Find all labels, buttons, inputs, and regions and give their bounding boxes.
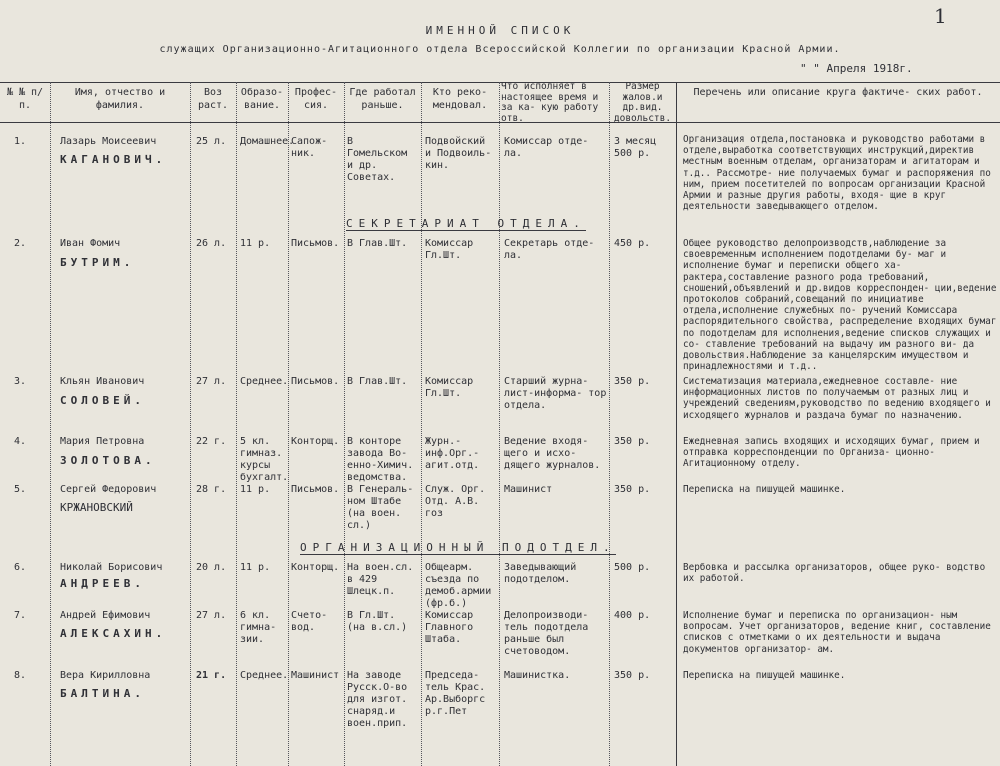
current-role: Делопроизводи- тель подотдела раньше был счетоводом.	[504, 610, 589, 657]
header-current-role: Что исполняет в настоящее время и за ка- кую работу отв.	[501, 81, 599, 124]
current-role: Машинист	[504, 484, 553, 495]
column-divider	[288, 82, 289, 766]
row-number: 5.	[14, 484, 27, 495]
column-divider	[344, 82, 345, 766]
person-name: Николай Борисович	[60, 562, 163, 573]
previous-work: В Гомельском и др. Советах.	[347, 136, 408, 183]
person-surname: БУТРИМ.	[60, 256, 135, 269]
header-duties: Перечень или описание круга фактиче- ских работ.	[693, 87, 983, 98]
current-role: Машинистка.	[504, 670, 571, 681]
profession: Письмов.	[291, 238, 340, 249]
header-name: Имя, отчество и фамилия.	[74, 87, 166, 111]
header-education: Образо- вание.	[240, 87, 284, 111]
document-title: ИМЕННОЙ СПИСОК	[425, 24, 575, 37]
current-role: Старший журна- лист-информа- тор отдела.	[504, 376, 607, 411]
age: 20 л.	[196, 562, 227, 573]
duties-description: Вербовка и рассылка организаторов, общее руко- водство их работой.	[683, 562, 986, 585]
salary: 3 месяц 500 р.	[614, 136, 657, 159]
row-number: 3.	[14, 376, 27, 387]
person-name: Кльян Иванович	[60, 376, 145, 387]
salary: 400 р.	[614, 610, 651, 621]
duties-description: Исполнение бумаг и переписка по организацион- ным вопросам. Учет организаторов, ведение книг, составление списков с отметками о их деятельности и выдача документов организатор- ам.	[683, 610, 991, 655]
profession: Машинист	[291, 670, 340, 681]
previous-work: В Генераль- ном Штабе (на воен. сл.)	[347, 484, 414, 531]
salary: 350 р.	[614, 670, 651, 681]
previous-work: На заводе Русск.О-во для изгот. снаряд.и воен.прип.	[347, 670, 408, 729]
person-surname: БАЛТИНА.	[60, 687, 145, 700]
age: 27 л.	[196, 376, 227, 387]
column-divider	[190, 82, 191, 766]
previous-work: В конторе завода Во- енно-Химич. ведомства.	[347, 436, 414, 483]
section-title-org-subdept: ОРГАНИЗАЦИОННЫЙ ПОДОТДЕЛ.	[300, 541, 616, 554]
education: 11 р.	[240, 562, 271, 573]
person-name: Сергей Федорович	[60, 484, 157, 495]
age: 25 л.	[196, 136, 227, 147]
person-name: Мария Петровна	[60, 436, 145, 447]
education: Среднее.	[240, 376, 289, 387]
column-divider	[609, 82, 610, 766]
person-name: Вера Кирилловна	[60, 670, 151, 681]
header-recommended: Кто реко- мендовал.	[432, 87, 488, 111]
profession: Конторщ.	[291, 562, 340, 573]
section-title-secretariat: СЕКРЕТАРИАТ ОТДЕЛА.	[346, 217, 586, 230]
header-num: № № п/п.	[6, 87, 44, 111]
row-number: 8.	[14, 670, 27, 681]
row-number: 4.	[14, 436, 27, 447]
recommended-by: Журн.- инф.Орг.- агит.отд.	[425, 436, 480, 471]
age: 26 л.	[196, 238, 227, 249]
person-name: Андрей Ефимович	[60, 610, 151, 621]
profession: Письмов.	[291, 376, 340, 387]
profession: Сапож- ник.	[291, 136, 328, 159]
age: 28 г.	[196, 484, 227, 495]
previous-work: В Глав.Шт.	[347, 238, 408, 249]
column-divider	[499, 82, 500, 766]
age: 27 л.	[196, 610, 227, 621]
education: Домашнее.	[240, 136, 295, 147]
person-surname: АНДРЕЕВ.	[60, 577, 145, 590]
person-surname: ЗОЛОТОВА.	[60, 454, 156, 467]
profession: Письмов.	[291, 484, 340, 495]
recommended-by: Служ. Орг. Отд. А.В. гоз	[425, 484, 486, 519]
current-role: Секретарь отде- ла.	[504, 238, 595, 261]
previous-work: На воен.сл. в 429 Шлецк.п.	[347, 562, 414, 597]
education: Среднее.	[240, 670, 289, 681]
current-role: Комиссар отде- ла.	[504, 136, 589, 159]
table-top-rule	[0, 82, 1000, 83]
document-date: " " Апреля 1918г.	[800, 62, 913, 75]
recommended-by: Комиссар Главного Штаба.	[425, 610, 474, 645]
person-surname: АЛЕКСАХИН.	[60, 627, 167, 640]
duties-description: Организация отдела,постановка и руководство работами в отделе,выработка соответствующих инструкций,директив местным военным отделам, организаторам и агитаторам и т.д.. Рассмотре- ние получаемых бумаг и распоряжения по ним, прием посетителей по вопросам организации Красной Армии и разные другия работы, входя- щие в круг деятельности заведывающего отделом.	[683, 134, 991, 213]
row-number: 2.	[14, 238, 27, 249]
document-subtitle: служащих Организационно-Агитационного отдела Всероссийской Коллегии по организации Красной Армии.	[159, 44, 841, 55]
recommended-by: Подвойский и Подвоиль- кин.	[425, 136, 492, 171]
recommended-by: Председа- тель Крас. Ар.Выборгс р.г.Пет	[425, 670, 486, 717]
education: 11 р.	[240, 484, 271, 495]
profession: Счето- вод.	[291, 610, 328, 633]
duties-description: Переписка на пишущей машинке.	[683, 670, 846, 681]
duties-description: Общее руководство делопроизводств,наблюдение за своевременным исполнением подотделами бу- маг и исполнение бумаг и переписки общего ха- рактера,составление разного рода требований, сношений,объявлений и др.видов корреспонден- ции,ведение протоколов собраний,совещаний по инициативе отдела,исполнение служебных по- ручений Комиссара распорядительного свойства, распределение входящих бумаг по подотделам для исполнения,ведение списков служащих и со- ставление требований на выдачу им разного ви- да довольствия.Наблюдение за канцелярским имуществом и принадлежностями и т.д..	[683, 238, 997, 373]
header-previous-work: Где работал раньше.	[349, 87, 416, 111]
duties-description: Систематизация материала,ежедневное составле- ние информационных листов по получаемым от разных лиц и учреждений сведениям,руководство по ведению входящего и исходящего журналов и раздача бумаг по назначению.	[683, 376, 991, 421]
salary: 350 р.	[614, 376, 651, 387]
row-number: 1.	[14, 136, 27, 147]
table-header-rule	[0, 122, 1000, 123]
row-number: 6.	[14, 562, 27, 573]
column-divider	[50, 82, 51, 766]
current-role: Ведение входя- щего и исхо- дящего журналов.	[504, 436, 601, 471]
recommended-by: Комиссар Гл.Шт.	[425, 238, 474, 261]
education: 11 р.	[240, 238, 271, 249]
age: 21 г.	[196, 670, 227, 681]
column-divider	[421, 82, 422, 766]
salary: 350 р.	[614, 484, 651, 495]
current-role: Заведывающий подотделом.	[504, 562, 577, 585]
recommended-by: Общеарм. съезда по демоб.армии (фр.б.)	[425, 562, 492, 609]
column-divider	[676, 82, 677, 766]
education: 5 кл. гимназ. курсы бухгалт.	[240, 436, 289, 483]
person-name: Иван Фомич	[60, 238, 121, 249]
page-number: 1	[934, 4, 947, 28]
salary: 350 р.	[614, 436, 651, 447]
duties-description: Ежедневная запись входящих и исходящих бумаг, прием и отправка корреспонденции по Организа- ционно-Агитационному отделу.	[683, 436, 980, 470]
header-age: Воз раст.	[197, 87, 229, 111]
salary: 450 р.	[614, 238, 651, 249]
salary: 500 р.	[614, 562, 651, 573]
header-profession: Профес- сия.	[294, 87, 338, 111]
age: 22 г.	[196, 436, 227, 447]
person-surname: КАГАНОВИЧ.	[60, 153, 167, 166]
person-surname: КРЖАНОВСКИЙ	[60, 501, 133, 514]
education: 6 кл. гимна- зии.	[240, 610, 277, 645]
person-surname: СОЛОВЕЙ.	[60, 394, 145, 407]
duties-description: Переписка на пишущей машинке.	[683, 484, 846, 495]
row-number: 7.	[14, 610, 27, 621]
column-divider	[236, 82, 237, 766]
recommended-by: Комиссар Гл.Шт.	[425, 376, 474, 399]
person-name: Лазарь Моисеевич	[60, 136, 157, 147]
header-salary: Размер жалов.и др.вид. довольств.	[613, 81, 672, 124]
previous-work: В Глав.Шт.	[347, 376, 408, 387]
profession: Конторщ.	[291, 436, 340, 447]
previous-work: В Гл.Шт. (на в.сл.)	[347, 610, 408, 633]
